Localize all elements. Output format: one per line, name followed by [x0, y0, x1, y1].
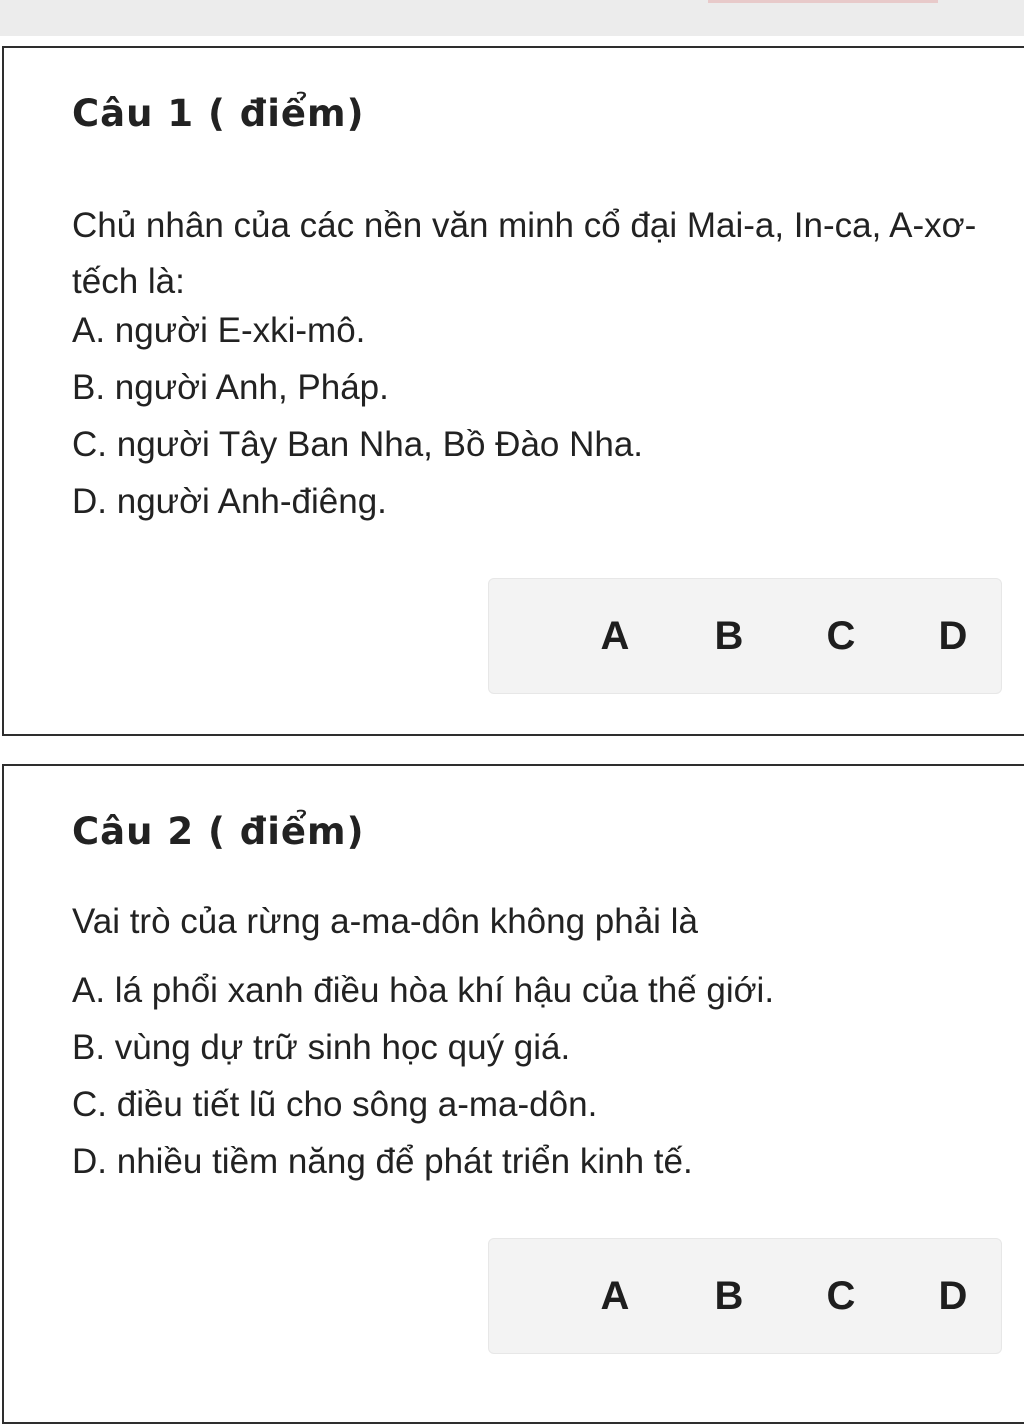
- option-b: B. người Anh, Pháp.: [72, 368, 389, 407]
- answer-a-button[interactable]: A: [600, 614, 630, 658]
- top-bar-tab-hint: [708, 0, 938, 3]
- top-bar: [0, 0, 1024, 36]
- answer-b-button[interactable]: B: [714, 1274, 744, 1318]
- question-card-2: [2, 764, 1024, 1424]
- option-d: D. người Anh-điêng.: [72, 482, 387, 521]
- option-a: A. người E-xki-mô.: [72, 311, 366, 350]
- option-c: C. người Tây Ban Nha, Bồ Đào Nha.: [72, 425, 644, 464]
- answer-d-button[interactable]: D: [938, 614, 968, 658]
- question-text: Chủ nhân của các nền văn minh cổ đại Mai-a, In-ca, A-xơ-tếch là:: [72, 206, 977, 301]
- question-card-1: [2, 46, 1024, 736]
- question-text: Vai trò của rừng a-ma-dôn không phải là: [72, 902, 698, 941]
- question-title: Câu 1 ( điểm): [72, 92, 365, 135]
- option-list: [72, 302, 643, 530]
- answer-c-button[interactable]: C: [826, 614, 856, 658]
- answer-choices: [488, 578, 1002, 694]
- option-b: B. vùng dự trữ sinh học quý giá.: [72, 1028, 571, 1067]
- answer-choices: [488, 1238, 1002, 1354]
- option-c: C. điều tiết lũ cho sông a-ma-dôn.: [72, 1085, 598, 1124]
- answer-d-button[interactable]: D: [938, 1274, 968, 1318]
- option-a: A. lá phổi xanh điều hòa khí hậu của thế giới.: [72, 971, 775, 1010]
- option-d: D. nhiều tiềm năng để phát triển kinh tế.: [72, 1142, 693, 1181]
- answer-a-button[interactable]: A: [600, 1274, 630, 1318]
- answer-b-button[interactable]: B: [714, 614, 744, 658]
- option-list: [72, 962, 774, 1190]
- answer-c-button[interactable]: C: [826, 1274, 856, 1318]
- question-title: Câu 2 ( điểm): [72, 810, 365, 853]
